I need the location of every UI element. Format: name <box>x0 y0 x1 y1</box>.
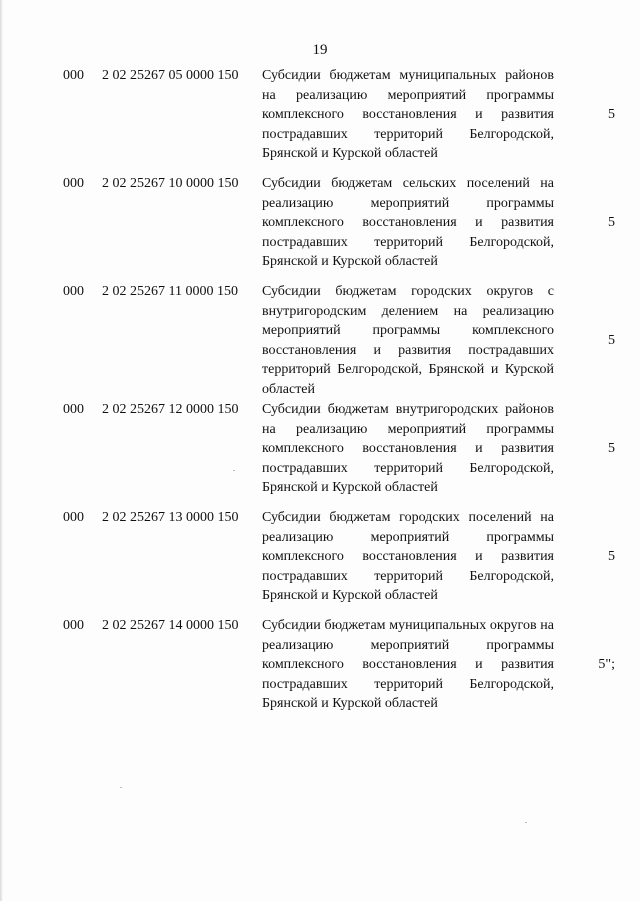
income-name: Субсидии бюджетам сельских поселений на реализацию мероприятий программы комплексного восстановления и развития пострадавших территорий Белгородской, Брянской и Курской областей <box>262 176 554 269</box>
amount: 5 <box>608 441 615 456</box>
amount: 5 <box>608 549 615 564</box>
income-name: Субсидии бюджетам внутригородских районов на реализацию мероприятий программы комплексного восстановления и развития пострадавших территорий Белгородской, Брянской и Курской областей <box>262 402 554 495</box>
budget-classification-code: 2 02 25267 13 0000 150 <box>102 510 239 525</box>
admin-code: 000 <box>63 68 84 83</box>
amount: 5 <box>608 215 615 230</box>
admin-code: 000 <box>63 510 84 525</box>
scan-speck <box>233 470 235 471</box>
table-row <box>0 616 640 724</box>
admin-code: 000 <box>63 402 84 417</box>
table-row <box>0 508 640 616</box>
amount: 5"; <box>598 657 615 672</box>
budget-classification-code: 2 02 25267 12 0000 150 <box>102 402 239 417</box>
budget-classification-code: 2 02 25267 05 0000 150 <box>102 68 239 83</box>
table-row <box>0 174 640 282</box>
scan-speck <box>120 787 122 788</box>
budget-classification-code: 2 02 25267 14 0000 150 <box>102 618 239 633</box>
amount: 5 <box>608 107 615 122</box>
budget-code-table <box>0 66 640 724</box>
budget-classification-code: 2 02 25267 10 0000 150 <box>102 176 239 191</box>
amount: 5 <box>608 333 615 348</box>
income-name: Субсидии бюджетам муниципальных районов на реализацию мероприятий программы комплексного восстановления и развития пострадавших территорий Белгородской, Брянской и Курской областей <box>262 68 554 161</box>
scan-speck <box>525 822 527 823</box>
income-name: Субсидии бюджетам городских округов с внутригородским делением на реализацию мероприятий программы комплексного восстановления и развития пострадавших территорий Белгородской, Брянской и Курской областей <box>262 284 554 397</box>
budget-classification-code: 2 02 25267 11 0000 150 <box>102 284 238 299</box>
table-row <box>0 282 640 400</box>
income-name: Субсидии бюджетам муниципальных округов на реализацию мероприятий программы комплексного восстановления и развития пострадавших территорий Белгородской, Брянской и Курской областей <box>262 618 554 711</box>
income-name: Субсидии бюджетам городских поселений на реализацию мероприятий программы комплексного восстановления и развития пострадавших территорий Белгородской, Брянской и Курской областей <box>262 510 554 603</box>
admin-code: 000 <box>63 284 84 299</box>
page-number: 19 <box>312 42 328 58</box>
table-row <box>0 400 640 508</box>
table-row <box>0 66 640 174</box>
admin-code: 000 <box>63 618 84 633</box>
admin-code: 000 <box>63 176 84 191</box>
